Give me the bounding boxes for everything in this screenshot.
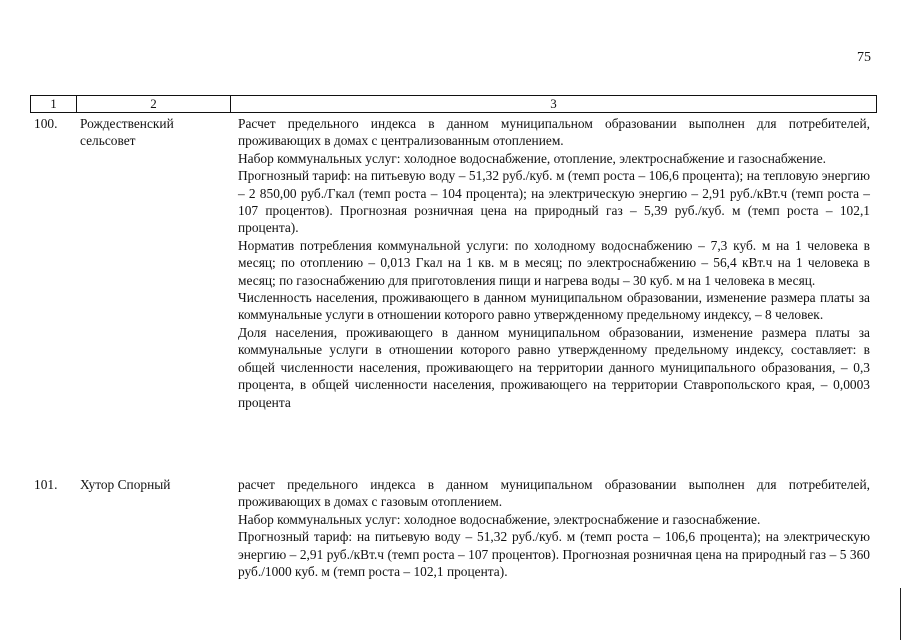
scan-margin-line xyxy=(900,588,902,640)
row-description xyxy=(238,476,870,580)
paragraph: Прогнозный тариф: на питьевую воду – 51,32 руб./куб. м (темп роста – 106,6 процента); на тепловую энергию – 2 850,00 руб./Гкал (темп роста – 104 процента); на электрическую энергию – 2,91 руб./кВт.ч (темп роста – 107 процентов). Прогнозная розничная цена на природный газ – 5,39 руб./куб. м (темп роста – 102,1 процента). xyxy=(238,168,870,236)
header-col-2: 2 xyxy=(77,96,231,112)
paragraph: Набор коммунальных услуг: холодное водоснабжение, отопление, электроснабжение и газоснабжение. xyxy=(238,150,826,166)
paragraph: Доля населения, проживающего в данном муниципальном образовании, изменение размера платы за коммунальные услуги в отношении которого равно утвержденному предельному индексу, составляет: в общей численности населения, проживающего на территории данного муниципального образования, – 0,3 процента, в общей численности населения, проживающего на территории Ставропольского края, – 0,0003 процента xyxy=(238,324,870,410)
municipality-name: Хутор Спорный xyxy=(80,477,171,492)
paragraph: Численность населения, проживающего в данном муниципальном образовании, изменение размера платы за коммунальные услуги в отношении которого равно утвержденному предельному индексу, – 8 человек. xyxy=(238,290,870,323)
table-header xyxy=(30,95,877,113)
paragraph: Набор коммунальных услуг: холодное водоснабжение, электроснабжение и газоснабжение. xyxy=(238,511,761,527)
paragraph: Расчет предельного индекса в данном муниципальном образовании выполнен для потребителей, проживающих в домах с централизованным отоплением. xyxy=(238,116,870,149)
paragraph: Прогнозный тариф: на питьевую воду – 51,32 руб./куб. м (темп роста – 106,6 процента); на электрическую энергию – 2,91 руб./кВт.ч (темп роста – 107 процентов). Прогнозная розничная цена на природный газ – 5 360 руб./1000 куб. м (темп роста – 102,1 процента). xyxy=(238,529,870,580)
page-number: 75 xyxy=(857,50,871,65)
header-col-1: 1 xyxy=(31,96,77,112)
municipality-name: Рождественский сельсовет xyxy=(80,116,174,149)
row-number: 100. xyxy=(34,116,58,131)
row-description xyxy=(238,115,870,411)
header-col-3: 3 xyxy=(550,96,557,111)
row-number: 101. xyxy=(34,477,58,492)
paragraph: расчет предельного индекса в данном муниципальном образовании выполнен для потребителей, проживающих в домах с газовым отоплением. xyxy=(238,477,870,510)
paragraph: Норматив потребления коммунальной услуги: по холодному водоснабжению – 7,3 куб. м на 1 человека в месяц; по отоплению – 0,013 Гкал на 1 кв. м в месяц; по электроснабжению – 56,4 кВт.ч на 1 человека в месяц; по газоснабжению для приготовления пищи и нагрева воды – 30 куб. м на 1 человека в месяц. xyxy=(238,237,870,288)
